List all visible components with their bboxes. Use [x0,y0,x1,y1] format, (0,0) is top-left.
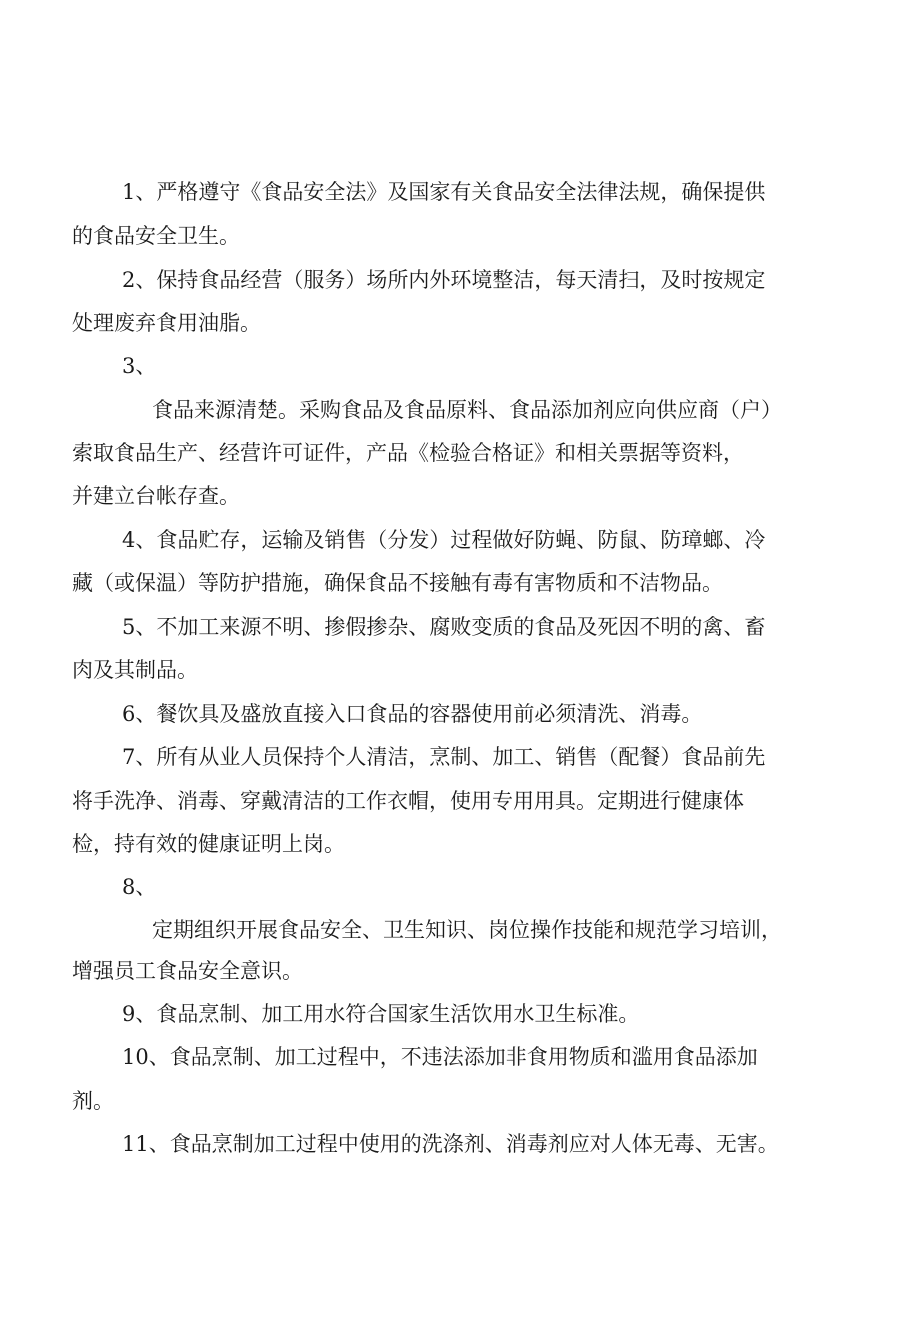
text-line: 7、所有从业人员保持个人清洁，烹制、加工、销售（配餐）食品前先 [122,745,766,769]
text-line: 2、保持食品经营（服务）场所内外环境整洁，每天清扫，及时按规定 [122,268,766,292]
text-line: 10、食品烹制、加工过程中，不违法添加非食用物质和滥用食品添加 [122,1045,758,1069]
text-line: 并建立台帐存查。 [72,484,240,508]
text-line: 11、食品烹制加工过程中使用的洗涤剂、消毒剂应对人体无毒、无害。 [122,1132,779,1156]
text-line: 的食品安全卫生。 [72,224,240,248]
text-line: 食品来源清楚。采购食品及食品原料、食品添加剂应向供应商（户） [152,398,782,422]
text-line: 6、餐饮具及盛放直接入口食品的容器使用前必须清洗、消毒。 [122,702,703,726]
text-line: 定期组织开展食品安全、卫生知识、岗位操作技能和规范学习培训， [152,918,782,942]
text-line: 剂。 [72,1089,114,1113]
text-line: 5、不加工来源不明、掺假掺杂、腐败变质的食品及死因不明的禽、畜 [122,615,766,639]
text-line: 3、 [122,354,157,378]
text-line: 8、 [122,875,157,899]
text-line: 藏（或保温）等防护措施，确保食品不接触有毒有害物质和不洁物品。 [72,571,723,595]
text-line: 肉及其制品。 [72,658,198,682]
text-line: 9、食品烹制、加工用水符合国家生活饮用水卫生标准。 [122,1002,640,1026]
text-line: 索取食品生产、经营许可证件，产品《检验合格证》和相关票据等资料， [72,441,744,465]
text-line: 增强员工食品安全意识。 [72,959,303,983]
text-line: 将手洗净、消毒、穿戴清洁的工作衣帽，使用专用用具。定期进行健康体 [72,789,744,813]
text-line: 处理废弃食用油脂。 [72,311,261,335]
text-line: 4、食品贮存，运输及销售（分发）过程做好防蝇、防鼠、防璋螂、冷 [122,528,766,552]
text-line: 1、严格遵守《食品安全法》及国家有关食品安全法律法规，确保提供 [122,180,766,204]
text-line: 检，持有效的健康证明上岗。 [72,832,345,856]
